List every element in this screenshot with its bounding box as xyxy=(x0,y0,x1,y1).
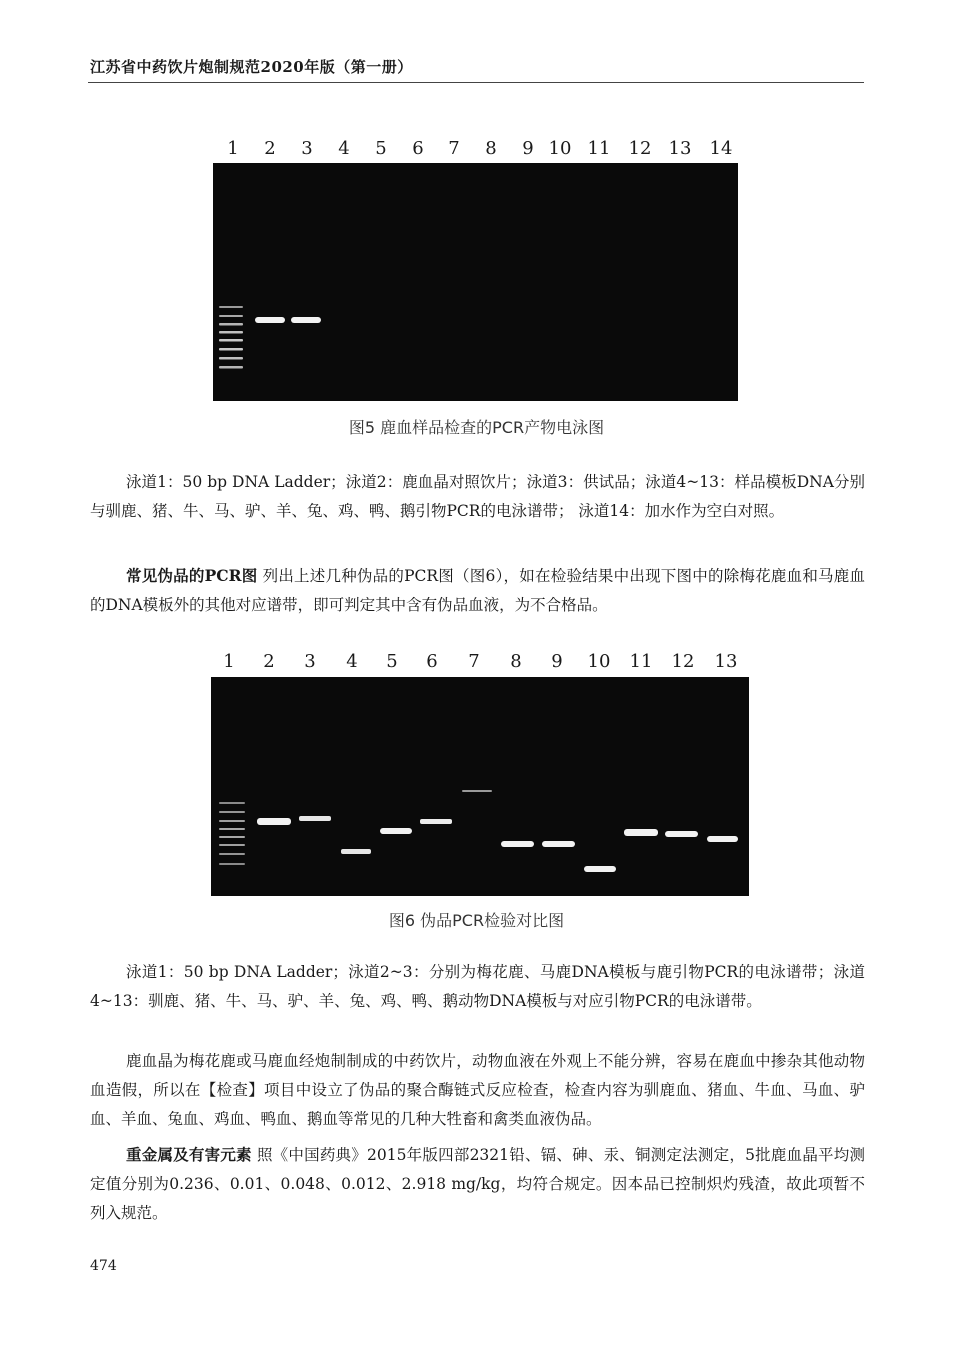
section-heading: 常见伪品的PCR图 xyxy=(126,566,258,585)
lane-label: 5 xyxy=(375,138,387,159)
lane-label: 3 xyxy=(301,138,313,159)
figure6-lane-labels xyxy=(211,651,749,673)
lane-label: 11 xyxy=(629,651,653,672)
sample-band xyxy=(584,866,616,872)
counterfeit-pcr-paragraph xyxy=(90,561,865,620)
figure6-gel-image xyxy=(211,677,749,896)
ladder-band xyxy=(219,836,245,838)
lane-label: 6 xyxy=(426,651,438,672)
sample-band xyxy=(257,818,291,825)
ladder-band xyxy=(219,828,245,830)
lane-label: 10 xyxy=(587,651,611,672)
lane-label: 12 xyxy=(671,651,695,672)
ladder-band xyxy=(219,366,243,369)
ladder-band xyxy=(219,357,243,360)
lane-label: 13 xyxy=(668,138,692,159)
figure6-ladder xyxy=(219,802,245,865)
sample-band xyxy=(501,841,534,847)
ladder-band xyxy=(219,331,243,334)
lane-label: 1 xyxy=(227,138,239,159)
lane-label: 7 xyxy=(448,138,460,159)
ladder-band xyxy=(219,820,245,822)
ladder-band xyxy=(219,323,243,326)
lane-label: 2 xyxy=(263,651,275,672)
heavy-metals-paragraph xyxy=(90,1140,865,1228)
lane-label: 2 xyxy=(264,138,276,159)
sample-band xyxy=(255,317,285,323)
lane-label: 6 xyxy=(412,138,424,159)
paragraph-body: 列出上述几种伪品的PCR图（图6），如在检验结果中出现下图中的除梅花鹿血和马鹿血的DNA模板外的其他对应谱带，即可判定其中含有伪品血液，为不合格品。 xyxy=(90,567,865,614)
figure5-gel-svg xyxy=(213,163,738,401)
figure5-gel-image xyxy=(213,163,738,401)
sample-band xyxy=(341,849,371,854)
lane-label: 8 xyxy=(485,138,497,159)
figure5-description: 泳道1：50 bp DNA Ladder；泳道2：鹿血晶对照饮片；泳道3：供试品；泳道4~13：样品模板DNA分别与驯鹿、猪、牛、马、驴、羊、兔、鸡、鸭、鹅引物PCR的电泳谱带； 泳道14：加水作为空白对照。 xyxy=(90,473,865,520)
sample-band xyxy=(542,841,575,847)
running-header: 江苏省中药饮片炮制规范2020年版（第一册） xyxy=(90,58,413,76)
ladder-band xyxy=(219,811,245,813)
lane-label: 5 xyxy=(386,651,398,672)
figure5-ladder xyxy=(219,306,243,369)
sample-band xyxy=(420,819,452,824)
figure6-gel-svg xyxy=(211,677,749,896)
section-heading: 重金属及有害元素 xyxy=(126,1145,252,1164)
lane-label: 4 xyxy=(346,651,358,672)
figure6-caption: 图6 伪品PCR检验对比图 xyxy=(388,911,565,930)
lane-label: 9 xyxy=(522,138,534,159)
lane-label: 12 xyxy=(628,138,652,159)
ladder-band xyxy=(219,339,243,342)
ladder-band xyxy=(219,853,245,855)
sample-band xyxy=(624,829,658,836)
header-divider xyxy=(88,82,864,83)
lane-label: 8 xyxy=(510,651,522,672)
lane-label: 13 xyxy=(714,651,738,672)
figure5-lane-labels xyxy=(213,138,738,160)
ladder-band xyxy=(219,348,243,351)
lane-label: 7 xyxy=(468,651,480,672)
sample-band xyxy=(462,790,492,792)
deer-blood-paragraph: 鹿血晶为梅花鹿或马鹿血经炮制制成的中药饮片，动物血液在外观上不能分辨，容易在鹿血中掺杂其他动物血造假，所以在【检查】项目中设立了伪品的聚合酶链式反应检查，检查内容为驯鹿血、猪血、牛血、马血、驴血、羊血、兔血、鸡血、鸭血、鹅血等常见的几种大牲畜和禽类血液伪品。 xyxy=(90,1052,865,1128)
ladder-band xyxy=(219,306,243,308)
figure5-caption: 图5 鹿血样品检查的PCR产物电泳图 xyxy=(348,418,605,437)
ladder-band xyxy=(219,802,245,804)
sample-band xyxy=(665,831,698,837)
ladder-band xyxy=(219,863,245,865)
sample-band xyxy=(380,828,412,834)
ladder-band xyxy=(219,315,243,317)
lane-label: 10 xyxy=(548,138,572,159)
figure6-description: 泳道1：50 bp DNA Ladder；泳道2~3：分别为梅花鹿、马鹿DNA模板与鹿引物PCR的电泳谱带；泳道4~13：驯鹿、猪、牛、马、驴、羊、兔、鸡、鸭、鹅动物DNA模板与对应引物PCR的电泳谱带。 xyxy=(90,963,865,1010)
lane-label: 3 xyxy=(304,651,316,672)
paragraph-body: 照《中国药典》2015年版四部2321铅、镉、砷、汞、铜测定法测定，5批鹿血晶平均测定值分别为0.236、0.01、0.048、0.012、2.918 mg/kg，均符合规定。因本品已控制炽灼残渣，故此项暂不列入规范。 xyxy=(90,1146,865,1222)
sample-band xyxy=(707,836,738,842)
sample-band xyxy=(299,816,331,821)
lane-label: 9 xyxy=(551,651,563,672)
lane-label: 11 xyxy=(587,138,611,159)
page-number: 474 xyxy=(90,1258,117,1274)
sample-band xyxy=(291,317,321,323)
lane-label: 14 xyxy=(709,138,733,159)
ladder-band xyxy=(219,844,245,846)
lane-label: 4 xyxy=(338,138,350,159)
lane-label: 1 xyxy=(223,651,235,672)
